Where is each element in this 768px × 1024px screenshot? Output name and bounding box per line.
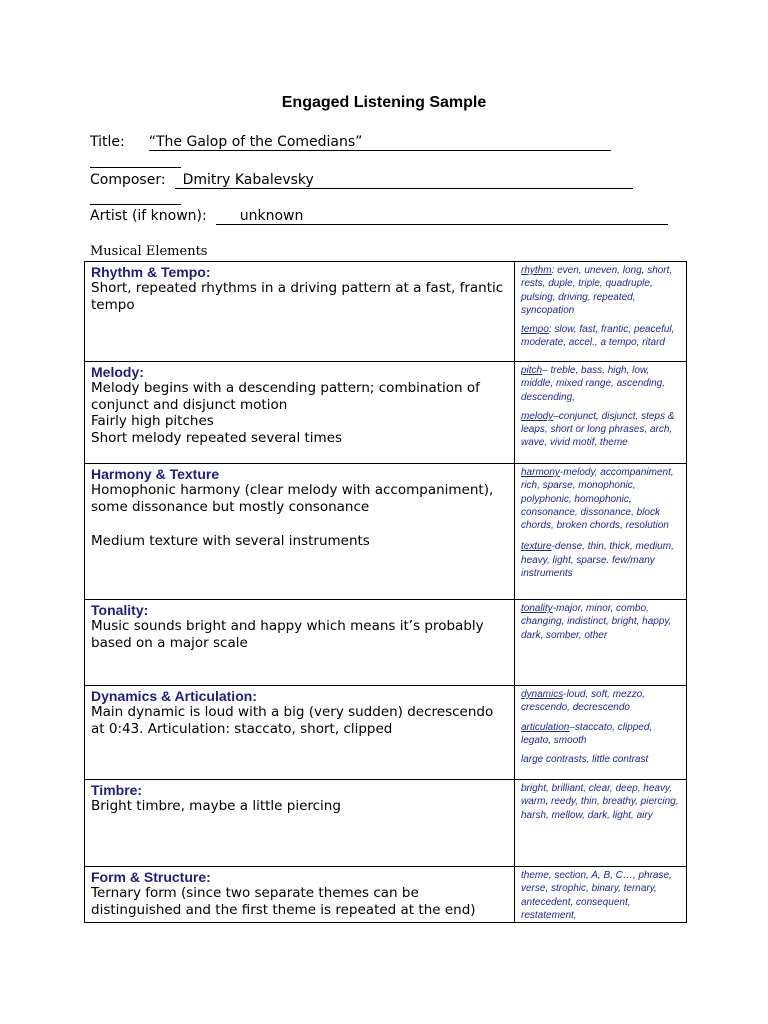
vocabulary-list: large contrasts, little contrast — [521, 754, 649, 766]
vocabulary-entry — [521, 364, 682, 404]
element-row — [85, 262, 687, 362]
element-vocabulary-cell — [515, 600, 687, 686]
element-note-line: Short melody repeated several times — [91, 429, 343, 446]
vocabulary-term: rhythm — [521, 265, 552, 276]
vocabulary-term: tempo — [521, 324, 549, 336]
element-description-cell — [85, 780, 515, 867]
title-field — [90, 134, 611, 151]
vocabulary-entry — [521, 540, 682, 580]
element-heading: Tonality: — [91, 602, 149, 618]
composer-underline-continuation — [90, 204, 181, 205]
element-heading: Melody: — [91, 364, 144, 380]
element-notes — [91, 704, 508, 737]
element-vocabulary-cell — [515, 362, 687, 464]
title-label: Title: — [90, 134, 125, 150]
element-note-line: Melody begins with a descending pattern; combination of conjunct and disjunct motion — [91, 380, 480, 413]
composer-value — [175, 173, 633, 189]
vocabulary-list: -melody, accompaniment, rich, sparse, monophonic, polyphonic, homophonic, consonance, dissonance, block chords, broken chords, resolution — [521, 467, 674, 532]
vocabulary-entry — [521, 688, 682, 715]
vocabulary-term: dynamics — [521, 689, 564, 700]
element-note-line: Main dynamic is loud with a big (very sudden) decrescendo at 0:43. Articulation: staccato, short, clipped — [91, 704, 494, 737]
vocabulary-list: –conjunct, disjunct, steps & leaps, short or long phrases, arch, wave, vivid motif, theme — [521, 410, 675, 449]
element-vocabulary-cell — [515, 780, 687, 867]
element-note-line: Short, repeated rhythms in a driving pattern at a fast, frantic tempo — [91, 280, 504, 313]
element-description-cell — [85, 867, 515, 923]
vocabulary-term: texture — [521, 541, 552, 553]
vocabulary-list: : slow, fast, frantic, peaceful, moderate, accel., a tempo, ritard — [521, 324, 675, 349]
composer-label: Composer: — [90, 172, 166, 188]
element-description-cell — [85, 464, 515, 600]
element-vocabulary-cell — [515, 262, 687, 362]
element-row — [85, 780, 687, 867]
section-label: Musical Elements — [90, 244, 208, 259]
element-note-line: Music sounds bright and happy which means it’s probably based on a major scale — [91, 618, 484, 651]
element-heading: Form & Structure: — [91, 869, 211, 885]
element-notes — [91, 380, 508, 446]
element-row — [85, 686, 687, 780]
element-notes — [91, 798, 508, 815]
title-value-text: “The Galop of the Comedians” — [148, 134, 363, 150]
element-description-cell — [85, 362, 515, 464]
vocabulary-list: : even, uneven, long, short, rests, duple, triple, quadruple, pulsing, driving, repeated, syncopation — [521, 265, 673, 316]
vocabulary-term: tonality — [521, 603, 553, 614]
artist-field — [90, 208, 668, 225]
vocabulary-term: pitch — [521, 365, 543, 376]
vocabulary-list: bright, brilliant, clear, deep, heavy, warm, reedy, thin, breathy, piercing, harsh, mellow, dark, light, airy — [521, 783, 679, 821]
element-notes — [91, 885, 508, 918]
element-description-cell — [85, 600, 515, 686]
element-row — [85, 464, 687, 600]
vocabulary-entry — [521, 466, 682, 532]
vocabulary-entry — [521, 602, 682, 642]
vocabulary-list: -major, minor, combo, changing, indistinct, bright, happy, dark, somber, other — [521, 603, 672, 641]
element-description-cell — [85, 686, 515, 780]
element-heading: Harmony & Texture — [91, 466, 220, 482]
element-note-line: Fairly high pitches — [91, 413, 214, 429]
element-row — [85, 867, 687, 923]
element-heading: Timbre: — [91, 782, 143, 798]
vocabulary-entry — [521, 264, 682, 317]
element-note-line — [91, 515, 508, 533]
vocabulary-list: -dense, thin, thick, medium, heavy, light, sparse. few/many instruments — [521, 541, 674, 580]
element-heading: Dynamics & Articulation: — [91, 688, 257, 704]
vocabulary-list: – treble, bass, high, low, middle, mixed range, ascending, descending, — [521, 365, 665, 403]
vocabulary-entry — [521, 323, 682, 350]
element-notes — [91, 618, 508, 651]
vocabulary-list: -loud, soft, mezzo, crescendo, decrescendo — [521, 689, 645, 714]
element-row — [85, 600, 687, 686]
composer-field — [90, 172, 633, 189]
musical-elements-table — [84, 261, 687, 923]
element-note-line: Medium texture with several instruments — [91, 533, 370, 549]
title-value — [149, 135, 611, 151]
element-row — [85, 362, 687, 464]
vocabulary-list: theme, section, A, B, C…, phrase, verse, strophic, binary, ternary, antecedent, consequent, restatement, — [521, 870, 672, 921]
element-notes — [91, 482, 508, 550]
element-note-line: Ternary form (since two separate themes can be distinguished and the first theme is repeated at the end) — [91, 885, 476, 918]
element-description-cell — [85, 262, 515, 362]
element-vocabulary-cell — [515, 464, 687, 600]
artist-value-text: unknown — [239, 208, 304, 224]
vocabulary-entry — [521, 410, 682, 450]
element-note-line: Homophonic harmony (clear melody with accompaniment), some dissonance but mostly consonance — [91, 482, 494, 515]
title-underline-continuation — [90, 167, 181, 168]
vocabulary-entry — [521, 782, 682, 822]
element-vocabulary-cell — [515, 867, 687, 923]
vocabulary-term: harmony — [521, 467, 560, 478]
vocabulary-term: articulation — [521, 721, 570, 733]
element-notes — [91, 280, 508, 313]
composer-value-text: Dmitry Kabalevsky — [182, 172, 314, 188]
element-note-line: Bright timbre, maybe a little piercing — [91, 798, 341, 814]
vocabulary-list: –staccato, clipped, legato, smooth — [521, 721, 653, 746]
document-title: Engaged Listening Sample — [281, 94, 487, 111]
vocabulary-entry — [521, 721, 682, 748]
artist-label: Artist (if known): — [90, 208, 207, 224]
element-vocabulary-cell — [515, 686, 687, 780]
vocabulary-term: melody — [521, 410, 554, 422]
artist-value — [216, 209, 668, 225]
vocabulary-entry — [521, 869, 682, 922]
element-heading: Rhythm & Tempo: — [91, 264, 211, 280]
vocabulary-entry — [521, 753, 682, 766]
